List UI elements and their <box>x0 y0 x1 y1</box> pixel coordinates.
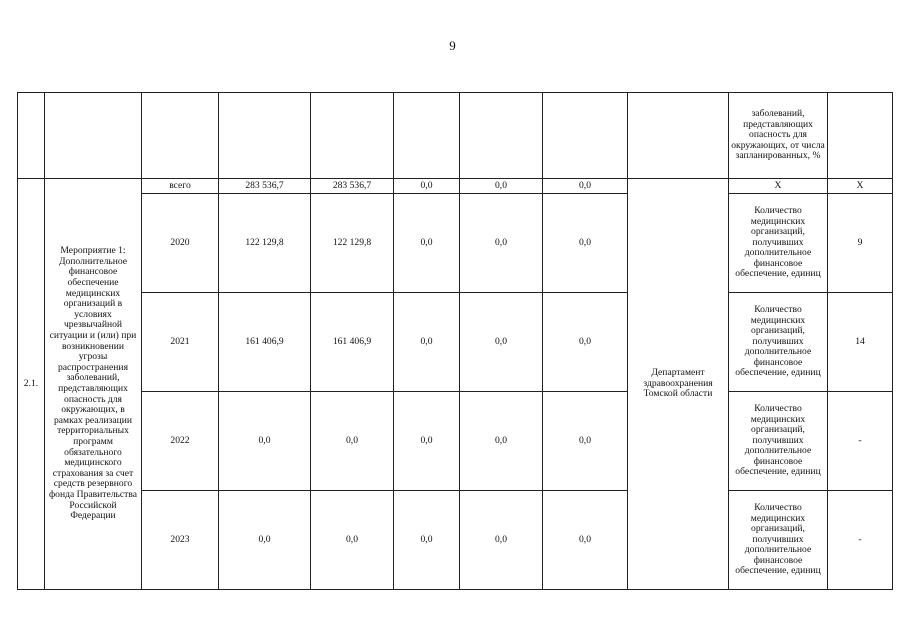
cell-empty <box>460 93 543 179</box>
funding-cell: 0,0 <box>460 179 543 194</box>
period-cell: 2023 <box>142 491 219 590</box>
cell-empty <box>628 93 729 179</box>
funding-cell: 0,0 <box>543 293 628 392</box>
indicator-cell: Количество медицинских организаций, получивших дополнительное финансовое обеспечение, единиц <box>729 293 828 392</box>
funding-cell: 0,0 <box>460 293 543 392</box>
indicator-cell: Количество медицинских организаций, получивших дополнительное финансовое обеспечение, единиц <box>729 392 828 491</box>
period-cell: 2020 <box>142 194 219 293</box>
value-cell: Х <box>828 179 893 194</box>
cell-empty <box>18 93 45 179</box>
indicator-cell: заболеваний, представляющих опасность для окружающих, от числа запланированных, % <box>729 93 828 179</box>
funding-cell: 0,0 <box>543 491 628 590</box>
cell-empty <box>142 93 219 179</box>
program-table <box>17 92 893 590</box>
value-cell: 9 <box>828 194 893 293</box>
total-cell: 0,0 <box>219 491 311 590</box>
funding-cell: 0,0 <box>543 392 628 491</box>
funding-cell: 0,0 <box>394 293 460 392</box>
cell-empty <box>828 93 893 179</box>
funding-cell: 0,0 <box>311 392 394 491</box>
indicator-cell: Количество медицинских организаций, получивших дополнительное финансовое обеспечение, единиц <box>729 194 828 293</box>
funding-cell: 0,0 <box>394 392 460 491</box>
table-row <box>18 194 893 293</box>
period-cell: всего <box>142 179 219 194</box>
table-row <box>18 293 893 392</box>
funding-cell: 283 536,7 <box>311 179 394 194</box>
funding-cell: 0,0 <box>394 179 460 194</box>
indicator-cell: Количество медицинских организаций, получивших дополнительное финансовое обеспечение, единиц <box>729 491 828 590</box>
indicator-cell: Х <box>729 179 828 194</box>
executor-cell: Департамент здравоохранения Томской области <box>628 179 729 590</box>
value-cell: - <box>828 392 893 491</box>
funding-cell: 161 406,9 <box>311 293 394 392</box>
total-cell: 0,0 <box>219 392 311 491</box>
value-cell: 14 <box>828 293 893 392</box>
table-row <box>18 392 893 491</box>
funding-cell: 122 129,8 <box>311 194 394 293</box>
table-row <box>18 491 893 590</box>
page-number: 9 <box>449 38 456 53</box>
funding-cell: 0,0 <box>543 179 628 194</box>
activity-number: 2.1. <box>18 179 45 590</box>
total-cell: 122 129,8 <box>219 194 311 293</box>
total-cell: 283 536,7 <box>219 179 311 194</box>
funding-cell: 0,0 <box>394 194 460 293</box>
period-cell: 2021 <box>142 293 219 392</box>
funding-cell: 0,0 <box>460 491 543 590</box>
cell-empty <box>543 93 628 179</box>
cell-empty <box>394 93 460 179</box>
table-row <box>18 179 893 194</box>
funding-cell: 0,0 <box>460 194 543 293</box>
funding-cell: 0,0 <box>311 491 394 590</box>
period-cell: 2022 <box>142 392 219 491</box>
total-cell: 161 406,9 <box>219 293 311 392</box>
funding-cell: 0,0 <box>543 194 628 293</box>
cell-empty <box>219 93 311 179</box>
cell-empty <box>45 93 142 179</box>
value-cell: - <box>828 491 893 590</box>
continuation-row <box>18 93 893 179</box>
funding-cell: 0,0 <box>394 491 460 590</box>
funding-cell: 0,0 <box>460 392 543 491</box>
cell-empty <box>311 93 394 179</box>
activity-name: Мероприятие 1: Дополнительное финансовое обеспечение медицинских организаций в условиях чрезвычайной ситуации и (или) при возникновении угрозы распространения заболеваний, представляющих опасность для окружающих, в рамках реализации территориальных программ обязательного медицинского страхования за счет средств резервного фонда Правительства Российской Федерации <box>45 179 142 590</box>
